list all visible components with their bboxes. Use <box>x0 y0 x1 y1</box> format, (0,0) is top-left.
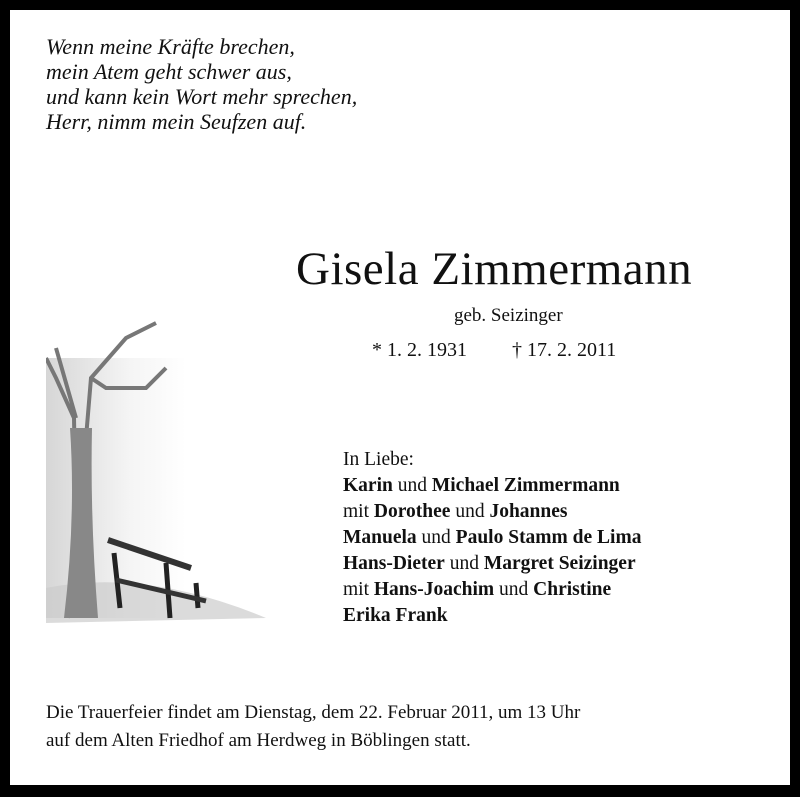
family-member-name: Erika Frank <box>343 605 448 626</box>
family-intro: In Liebe: <box>343 449 414 470</box>
tree-bench-illustration <box>46 318 266 623</box>
poem-line: mein Atem geht schwer aus, <box>46 59 292 84</box>
poem <box>46 34 357 134</box>
connector-text: und <box>450 501 490 522</box>
family-member-name: Paulo Stamm de Lima <box>455 527 642 548</box>
family-line <box>343 525 641 551</box>
family-member-name: Dorothee <box>373 501 451 522</box>
family-line <box>343 551 641 577</box>
connector-text: und <box>494 579 534 600</box>
poem-line: Wenn meine Kräfte brechen, <box>46 34 295 59</box>
family-line <box>343 577 641 603</box>
family-member-name: Hans-Dieter <box>343 553 445 574</box>
family-member-name: Johannes <box>489 501 568 522</box>
family-member-name: Manuela <box>343 527 417 548</box>
poem-line: und kann kein Wort mehr sprechen, <box>46 84 358 109</box>
poem-line: Herr, nimm mein Seufzen auf. <box>46 109 307 134</box>
connector-text: mit <box>343 579 374 600</box>
connector-text: und <box>444 553 484 574</box>
birth-name: geb. Seizinger <box>454 305 563 326</box>
family-member-name: Margret Seizinger <box>483 553 636 574</box>
funeral-line: Die Trauerfeier findet am Dienstag, dem 22. Februar 2011, um 13 Uhr <box>46 702 581 723</box>
family-line <box>343 499 641 525</box>
birth-date: * 1. 2. 1931 <box>372 339 467 361</box>
connector-text: und <box>416 527 456 548</box>
family-line <box>343 473 641 499</box>
death-date: † 17. 2. 2011 <box>512 339 617 361</box>
connector-text: und <box>392 475 432 496</box>
life-dates <box>372 339 616 362</box>
connector-text: mit <box>343 501 374 522</box>
funeral-notice <box>46 699 580 755</box>
family-line <box>343 603 641 629</box>
family-member-name: Hans-Joachim <box>373 579 495 600</box>
deceased-name: Gisela Zimmermann <box>296 243 693 295</box>
family-member-name: Michael Zimmermann <box>431 475 620 496</box>
funeral-line: auf dem Alten Friedhof am Herdweg in Böblingen statt. <box>46 730 471 751</box>
family-member-name: Christine <box>533 579 612 600</box>
family-list <box>343 447 641 629</box>
family-member-name: Karin <box>343 475 393 496</box>
